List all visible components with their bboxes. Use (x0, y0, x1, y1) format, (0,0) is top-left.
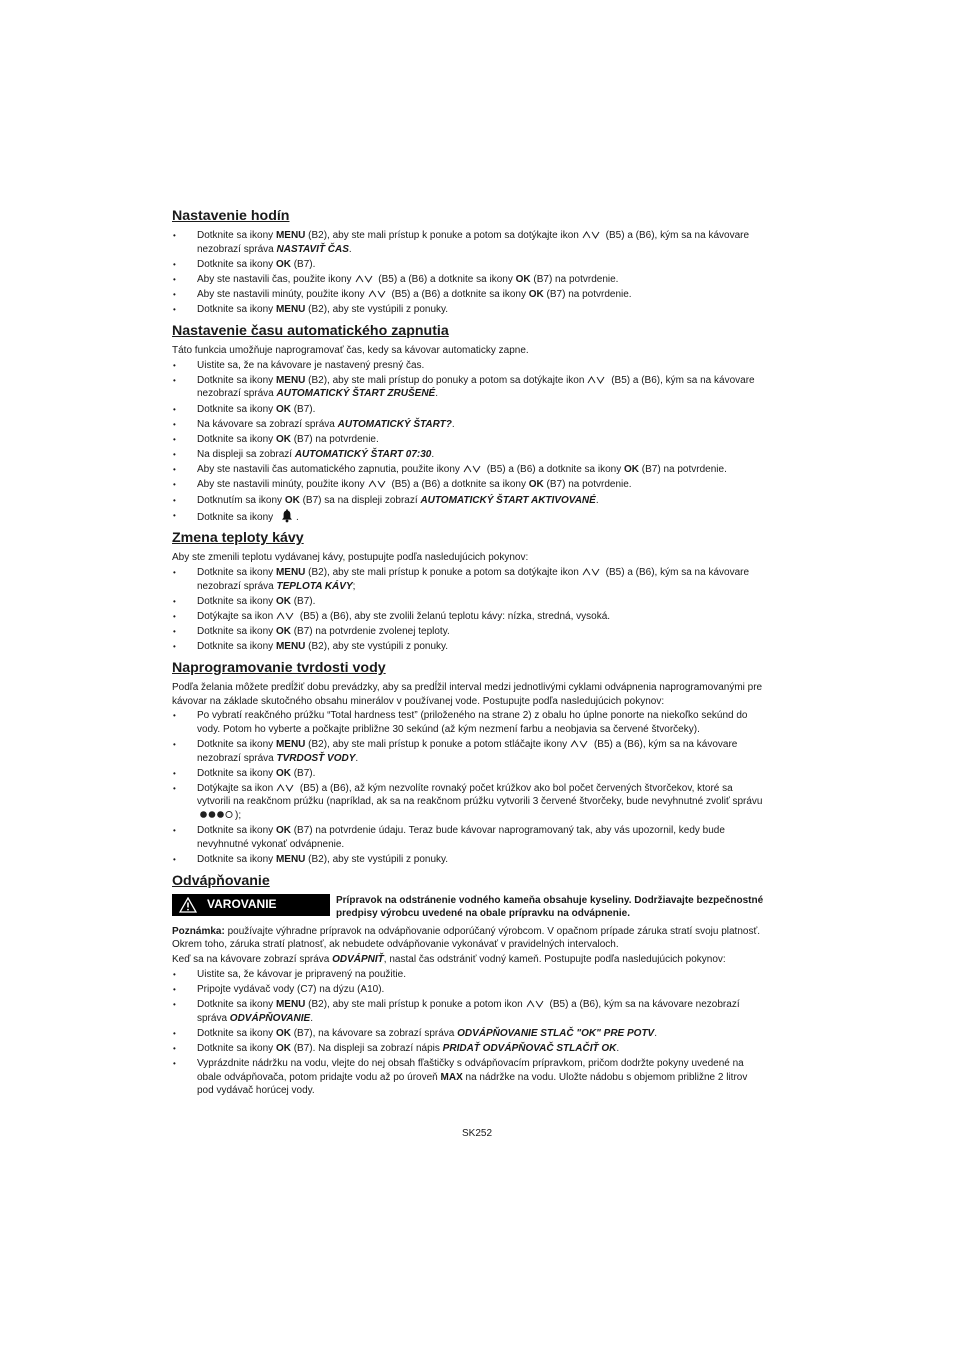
section-intro: Táto funkcia umožňuje naprogramovať čas, kedy sa kávovar automaticky zapne. (172, 344, 529, 356)
up-down-arrows-icon (587, 376, 605, 384)
section-title-coffee-temperature: Zmena teploty kávy (172, 530, 304, 547)
warning-triangle-icon (179, 897, 197, 913)
warning-badge (172, 894, 330, 916)
up-down-arrows-icon (582, 231, 600, 239)
list-item: • Na displeji sa zobrazí AUTOMATICKÝ ŠTART 07:30. (172, 448, 766, 462)
manual-page (172, 208, 766, 1100)
list-item: • Aby ste nastavili minúty, použite ikony (B5) a (B6) a dotknite sa ikony OK (B7) na potvrdenie. (172, 478, 766, 492)
up-down-arrows-icon (276, 612, 294, 620)
section-title-auto-start: Nastavenie času automatického zapnutia (172, 322, 449, 339)
section-title-descaling: Odvápňovanie (172, 872, 270, 889)
section-intro: Podľa želania môžete predĺžiť dobu prevádzky, aby sa predĺžil interval medzi jednotlivými cyklami odvápnenia naprogramovanými pre kávovar na základe skutočného obsahu minerálov v používanej vode. Postupujte podľa nasledujúcich pokynov: (172, 681, 763, 707)
list-item: • Dotknite sa ikony OK (B7). (172, 767, 766, 781)
list-item: • Dotknite sa ikony MENU (B2), aby ste mali prístup k ponuke a potom ikon (B5) a (B6), kým sa na kávovare nezobrazí správa ODVÁPŇOVANIE. (172, 998, 766, 1025)
list-clock (172, 229, 766, 317)
up-down-arrows-icon (368, 480, 386, 488)
list-item: • Vyprázdnite nádržku na vodu, vlejte do nej obsah fľaštičky s odvápňovacím prípravkom, pričom dodržte pokyny uvedené na obale odvápňovača, potom pridajte vodu až po úroveň MAX na nádržke na vodu. Uložte nádobu s objemom približne 2 litrov pod vydávač horúcej vody. (172, 1057, 766, 1098)
up-down-arrows-icon (582, 568, 600, 576)
list-item: • Aby ste nastavili čas automatického zapnutia, použite ikony (B5) a (B6) a dotknite sa ikony OK (B7) na potvrdenie. (172, 463, 766, 477)
section-intro: Keď sa na kávovare zobrazí správa ODVÁPNIŤ, nastal čas odstrániť vodný kameň. Postupujte podľa nasledujúcich pokynov: (172, 954, 726, 965)
list-item: • Dotknite sa ikony OK (B7). (172, 403, 766, 417)
page-footer-code: SK252 (461, 1128, 493, 1139)
warning-label: VAROVANIE (207, 896, 277, 911)
list-item: • Na kávovare sa zobrazí správa AUTOMATICKÝ ŠTART?. (172, 418, 766, 432)
list-item: • Aby ste nastavili minúty, použite ikony (B5) a (B6) a dotknite sa ikony OK (B7) na potvrdenie. (172, 288, 766, 302)
list-item: • Dotknite sa ikony MENU (B2), aby ste vystúpili z ponuky. (172, 853, 766, 867)
list-item: • Dotknite sa ikony MENU (B2), aby ste mali prístup k ponuke a potom sa dotýkajte ikon (B5) a (B6), kým sa na kávovare nezobrazí správa NASTAVIŤ ČAS. (172, 229, 766, 256)
list-item: • Uistite sa, že na kávovare je nastavený presný čas. (172, 359, 766, 373)
warning-text: Prípravok na odstránenie vodného kameňa obsahuje kyseliny. Dodržiavajte bezpečnostné predpisy výrobcu uvedené na obale prípravku na odvápnenie. (336, 894, 764, 920)
section-intro: Aby ste zmenili teplotu vydávanej kávy, postupujte podľa nasledujúcich pokynov: (172, 552, 529, 564)
list-water-hardness (172, 709, 766, 867)
list-item: • Dotknite sa ikony MENU (B2), aby ste mali prístup k ponuke a potom stláčajte ikony (B5) a (B6), kým sa na kávovare nezobrazí správa TVRDOSŤ VODY. (172, 738, 766, 765)
list-item: • Dotknite sa ikony . (172, 509, 766, 525)
list-item: • Dotknite sa ikony OK (B7). (172, 258, 766, 272)
up-down-arrows-icon (368, 290, 386, 298)
hardness-dots-icon (199, 810, 233, 819)
list-item: • Pripojte vydávač vody (C7) na dýzu (A10). (172, 983, 766, 997)
list-coffee-temperature (172, 566, 766, 654)
list-item: • Aby ste nastavili čas, použite ikony (B5) a (B6) a dotknite sa ikony OK (B7) na potvrdenie. (172, 273, 766, 287)
list-item: • Dotknite sa ikony OK (B7) na potvrdenie údaju. Teraz bude kávovar naprogramovaný tak, aby vás upozornil, kedy bude nevyhnutné vykonať odvápnenie. (172, 824, 766, 851)
list-item: • Dotknite sa ikony OK (B7) na potvrdenie zvolenej teploty. (172, 625, 766, 639)
list-item: • Uistite sa, že kávovar je pripravený na použitie. (172, 968, 766, 982)
up-down-arrows-icon (526, 1000, 544, 1008)
list-item: • Dotknite sa ikony OK (B7) na potvrdenie. (172, 433, 766, 447)
list-item: • Po vybratí reakčného prúžku “Total hardness test” (priloženého na strane 2) z obalu ho úplne ponorte na niekoľko sekúnd do vody. Potom ho vyberte a počkajte približne 30 sekúnd (až kým nezmení farbu a neobjavia sa červené štvorčeky). (172, 709, 766, 736)
section-title-clock: Nastavenie hodín (172, 208, 290, 224)
list-auto-start (172, 359, 766, 525)
list-item: • Dotknite sa ikony MENU (B2), aby ste mali prístup do ponuky a potom sa dotýkajte ikon (B5) a (B6), kým sa na kávovare nezobrazí správa AUTOMATICKÝ ŠTART ZRUŠENÉ. (172, 374, 766, 401)
up-down-arrows-icon (355, 275, 373, 283)
list-item: • Dotknite sa ikony MENU (B2), aby ste vystúpili z ponuky. (172, 303, 766, 317)
list-item: • Dotknite sa ikony MENU (B2), aby ste mali prístup k ponuke a potom sa dotýkajte ikon (B5) a (B6), kým sa na kávovare nezobrazí správa TEPLOTA KÁVY; (172, 566, 766, 593)
up-down-arrows-icon (276, 784, 294, 792)
list-item: • Dotknutím sa ikony OK (B7) sa na displeji zobrazí AUTOMATICKÝ ŠTART AKTIVOVANÉ. (172, 494, 766, 508)
note-paragraph: Poznámka: používajte výhradne prípravok na odvápňovanie odporúčaný výrobcom. V opačnom prípade záruka stratí svoju platnosť. Okrem toho, záruka stratí platnosť, ak nebudete odvápňovanie vykonávať v pravidelných intervaloch. (172, 925, 760, 951)
list-item: • Dotknite sa ikony OK (B7), na kávovare sa zobrazí správa ODVÁPŇOVANIE STLAČ "OK" PRE POTV. (172, 1027, 766, 1041)
list-descaling (172, 968, 766, 1098)
up-down-arrows-icon (570, 740, 588, 748)
list-item: • Dotknite sa ikony OK (B7). Na displeji sa zobrazí nápis PRIDAŤ ODVÁPŇOVAČ STLAČIŤ OK. (172, 1042, 766, 1056)
list-item: • Dotknite sa ikony MENU (B2), aby ste vystúpili z ponuky. (172, 640, 766, 654)
warning-block (172, 894, 766, 921)
section-title-water-hardness: Naprogramovanie tvrdosti vody (172, 659, 386, 676)
up-down-arrows-icon (463, 465, 481, 473)
list-item: • Dotknite sa ikony OK (B7). (172, 595, 766, 609)
bell-icon (280, 509, 294, 523)
list-item: • Dotýkajte sa ikon (B5) a (B6), až kým nezvolíte rovnaký počet krúžkov ako bol počet červených štvorčekov, ktoré sa vytvorili na reakčnom prúžku (napríklad, ak sa na reakčnom prúžku vytvorili 3 červené štvorčeky, bude nevyhnutné zvoliť správu); (172, 782, 766, 823)
list-item: • Dotýkajte sa ikon (B5) a (B6), aby ste zvolili želanú teplotu kávy: nízka, stredná, vysoká. (172, 610, 766, 624)
